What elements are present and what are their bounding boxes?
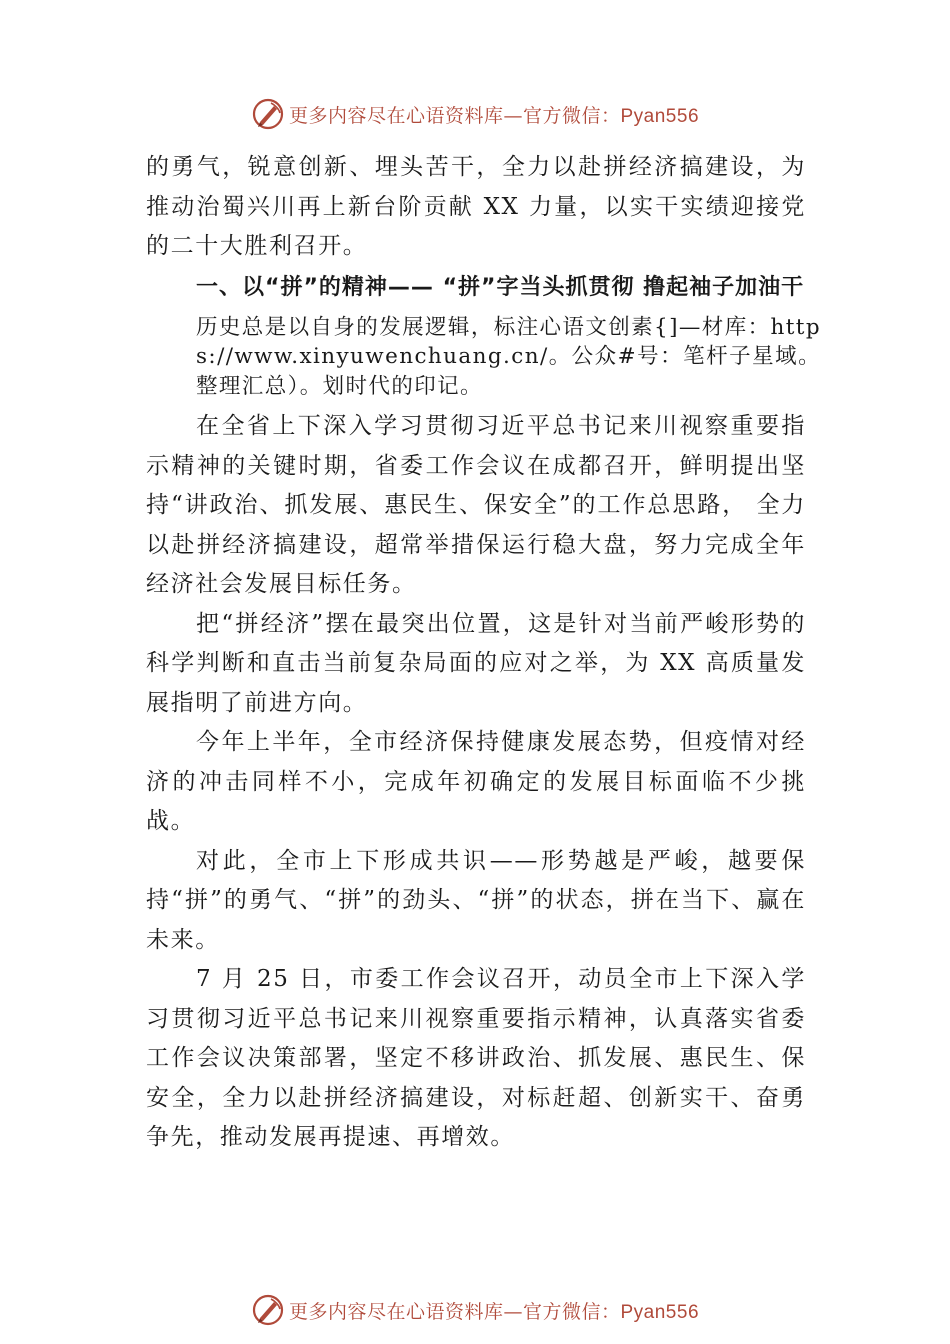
watermark-text: 更多内容尽在心语资料库—官方微信：Pyan556 [288, 104, 700, 127]
wechat-id: Pyan556 [620, 105, 700, 127]
section-heading: 一、以“拼”的精神—— “拼”字当头抓贯彻 撸起袖子加油干 [196, 274, 805, 300]
document-body [146, 148, 821, 1158]
pen-logo-icon [251, 1293, 285, 1327]
footer-watermark-banner [0, 1290, 950, 1330]
source-note: 历史总是以自身的发展逻辑，标注心语文创素{]—材库：https://www.xinyuwenchuang.cn/。公众#号：笔杆子星域。整理汇总）。划时代的印记。 [196, 314, 821, 399]
paragraph: 今年上半年，全市经济保持健康发展态势，但疫情对经济的冲击同样不小，完成年初确定的发展目标面临不少挑战。 [146, 729, 806, 834]
paragraph-continuation: 的勇气，锐意创新、埋头苦干，全力以赴拼经济搞建设，为推动治蜀兴川再上新台阶贡献 XX 力量，以实干实绩迎接党的二十大胜利召开。 [146, 154, 806, 259]
paragraph: 把“拼经济”摆在最突出位置，这是针对当前严峻形势的科学判断和直击当前复杂局面的应对之举，为 XX 高质量发展指明了前进方向。 [146, 610, 806, 716]
pen-logo-icon [251, 97, 285, 131]
paragraph: 对此，全市上下形成共识——形势越是严峻，越要保持“拼”的勇气、“拼”的劲头、“拼”的状态，拼在当下、赢在未来。 [146, 847, 806, 953]
wechat-id: Pyan556 [620, 1301, 700, 1323]
paragraph: 7 月 25 日，市委工作会议召开，动员全市上下深入学习贯彻习近平总书记来川视察重要指示精神，认真落实省委工作会议决策部署，坚定不移讲政治、抓发展、惠民生、保安全，全力以赴拼经济搞建设，对标赶超、创新实干、奋勇争先，推动发展再提速、再增效。 [146, 966, 806, 1150]
watermark-text: 更多内容尽在心语资料库—官方微信：Pyan556 [288, 1300, 700, 1323]
paragraph: 在全省上下深入学习贯彻习近平总书记来川视察重要指示精神的关键时期，省委工作会议在成都召开，鲜明提出坚持“讲政治、抓发展、惠民生、保安全”的工作总思路， 全力以赴拼经济搞建设，超常举措保运行稳大盘，努力完成全年经济社会发展目标任务。 [146, 413, 806, 597]
header-watermark-banner [0, 94, 950, 134]
